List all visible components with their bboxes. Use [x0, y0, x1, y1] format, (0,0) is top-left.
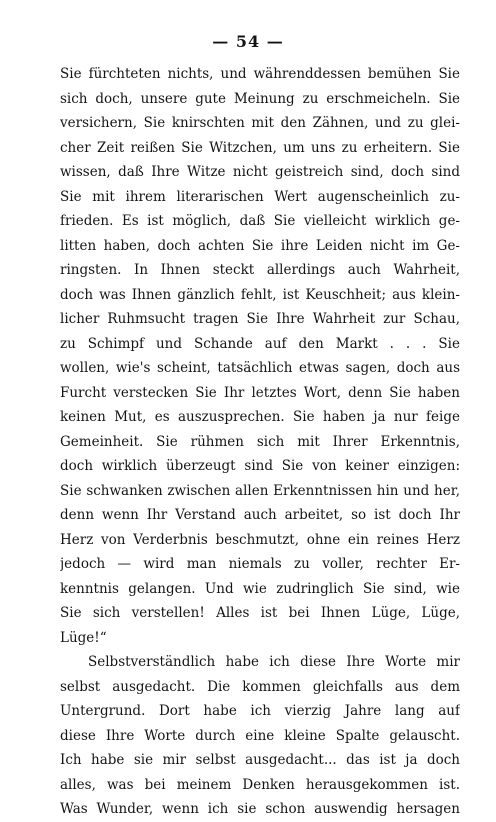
text-line: Sie mit ihrem literarischen Wert augenscheinlich zu-: [60, 188, 460, 205]
text-line: versichern, Sie knirschten mit den Zähnen, und zu glei-: [60, 115, 460, 131]
text-line: keinen Mut, es auszusprechen. Sie haben ja nur feige: [60, 409, 460, 425]
text-line: cher Zeit reißen Sie Witzchen, um uns zu erheitern. Sie: [60, 139, 460, 156]
text-line: Was Wunder, wenn ich sie schon auswendig hersagen: [60, 801, 460, 817]
text-line: Untergrund. Dort habe ich vierzig Jahre lang auf: [60, 703, 460, 719]
text-line: Ich habe sie mir selbst ausgedacht... das ist ja doch: [60, 752, 460, 768]
text-line: ringsten. In Ihnen steckt allerdings auch Wahrheit,: [60, 262, 460, 278]
text-line: Herz von Verderbnis beschmutzt, ohne ein reines Herz: [60, 531, 460, 548]
text-line: Sie fürchteten nichts, und währenddessen bemühen Sie: [60, 66, 460, 82]
text-line: frieden. Es ist möglich, daß Sie vielleicht wirklich ge-: [60, 213, 460, 229]
text-line: wissen, daß Ihre Witze nicht geistreich sind, doch sind: [60, 164, 460, 180]
text-line: litten haben, doch achten Sie ihre Leiden nicht im Ge-: [60, 237, 460, 254]
paragraph: [60, 650, 460, 822]
text-line: Furcht verstecken Sie Ihr letztes Wort, denn Sie haben: [60, 384, 460, 401]
page-number: — 54 —: [212, 32, 284, 51]
body-text: [60, 62, 460, 822]
text-line: Lüge!“: [60, 629, 107, 646]
text-line: selbst ausgedacht. Die kommen gleichfalls aus dem: [60, 678, 460, 695]
text-line: diese Ihre Worte durch eine kleine Spalte gelauscht.: [60, 727, 460, 744]
text-line: Sie sich verstellen! Alles ist bei Ihnen Lüge, Lüge,: [60, 605, 460, 621]
text-line: wollen, wie's scheint, tatsächlich etwas sagen, doch aus: [60, 360, 460, 376]
text-line: sich doch, unsere gute Meinung zu erschmeicheln. Sie: [60, 90, 460, 107]
text-line: doch wirklich überzeugt sind Sie von keiner einzigen:: [60, 458, 460, 474]
text-line: zu Schimpf und Schande auf den Markt . . . Sie: [60, 335, 460, 352]
text-line: kenntnis gelangen. Und wie zudringlich Sie sind, wie: [60, 580, 460, 597]
paragraph: [60, 62, 460, 650]
text-line: Sie schwanken zwischen allen Erkenntnissen hin und her,: [60, 482, 460, 499]
text-line: denn wenn Ihr Verstand auch arbeitet, so ist doch Ihr: [60, 507, 460, 523]
text-line: alles, was bei meinem Denken herausgekommen ist.: [60, 776, 460, 793]
text-line: licher Ruhmsucht tragen Sie Ihre Wahrheit zur Schau,: [60, 311, 460, 327]
text-line: Selbstverständlich habe ich diese Ihre Worte mir: [88, 654, 460, 670]
text-line: doch was Ihnen gänzlich fehlt, ist Keuschheit; aus klein-: [60, 286, 460, 303]
text-line: Gemeinheit. Sie rühmen sich mit Ihrer Erkenntnis,: [60, 433, 460, 450]
text-line: jedoch — wird man niemals zu voller, rechter Er-: [60, 556, 460, 572]
